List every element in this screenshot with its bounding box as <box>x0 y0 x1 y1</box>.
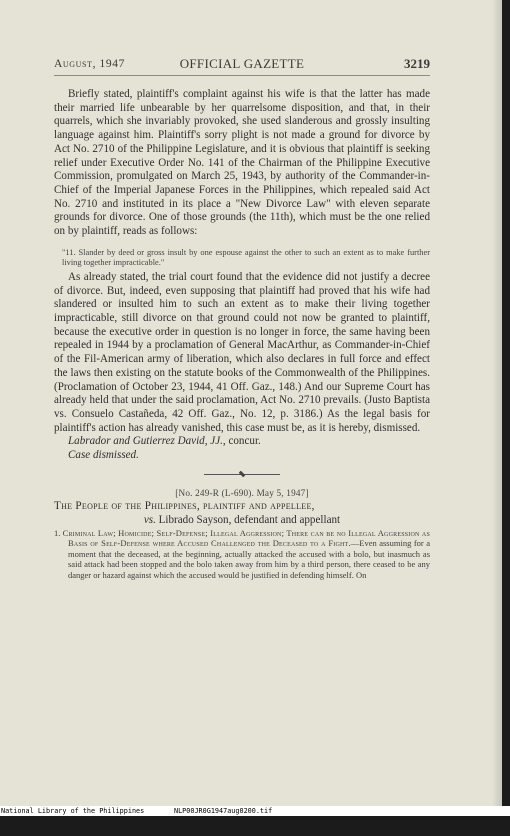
case-docket: [No. 249-R (L-690). May 5, 1947] <box>175 487 309 498</box>
paragraph-complaint: Briefly stated, plaintiff's complaint against his wife is that the latter has made their married life unbearable by her quarrelsome disposition, and that, in their quarrels, which she invariably provoked, she used slanderous and grossly insulting language against him. Plaintiff's sorry plight is not made a ground for divorce by Act No. 2710 of the Philippine Legislature, and it is obvious that plaintiff is seeking relief under Executive Order No. 141 of the Chairman of the Philippine Executive Commission, promulgated on March 25, 1943, by authority of the Commander-in-Chief of the Imperial Japanese Forces in the Philippines, which repealed said Act No. 2710 and instituted in its place a "New Divorce Law" with eleven separate grounds for divorce. One of those grounds (the 11th), which must be the one relied on by plaintiff, reads as follows: <box>54 88 430 238</box>
page-body <box>54 88 430 580</box>
syllabus-number: 1. <box>54 527 61 538</box>
defendant-name: Librado Sayson, <box>158 514 232 527</box>
syllabus-text: —Even assuming for a moment that the deceased, at the beginning, actually attacked the accused with a bolo, but inasmuch as said attack had been stopped and the bolo taken away from him by a third person, there ceased to be any danger or hazard against which the accused would be justified in defending himself. On <box>68 538 430 580</box>
case-caption-line1 <box>54 500 430 514</box>
plaintiff-caption: The People of the Philippines, plaintiff and appellee, <box>54 500 315 513</box>
footer-file-id: NLP00JR0G1947aug0200.tif <box>174 807 273 815</box>
header-page-number: 3219 <box>404 56 430 71</box>
section-divider <box>54 467 430 481</box>
disposition: Case dismissed. <box>68 449 139 462</box>
header-date: August, 1947 <box>54 58 125 70</box>
paragraph-ruling: As already stated, the trial court found that the evidence did not justify a decree of divorce. But, indeed, even supposing that plaintiff had proved that his wife had slandered or insulted him to such an extent as to make their living together impracticable, still divorce on that ground could not now be granted to plaintiff, because the executive order in question is no longer in force, the same having been repealed in 1944 by a proclamation of General MacArthur, as Commander-in-Chief of the Fil-American army of liberation, which also declares in full force and effect the laws then existing on the statute books of the Commonwealth of the Philippines. (Proclamation of October 23, 1944, 41 Off. Gaz., 148.) And our Supreme Court has already held that under the said proclamation, Act No. 2710 prevails. (Justo Baptista vs. Consuelo Castañeda, 42 Off. Gaz., No. 12, p. 3186.) As the legal basis for plaintiff's action has already vanished, this case must be, as it is hereby, dismissed. <box>54 270 430 434</box>
defendant-role: defendant and appellant <box>234 514 341 527</box>
concurrence-line <box>54 435 430 449</box>
syllabus-item-1 <box>54 528 430 581</box>
syllabus-headnote: Criminal Law; Homicide; Self-Defense; Illegal Aggression; There can be no Illegal Aggression as Basis of Self-Defense where Accused Challenged the Deceased to a Fight. <box>62 527 430 549</box>
case-caption-line2 <box>54 514 430 528</box>
header-publication: OFFICIAL GAZETTE <box>179 56 305 71</box>
running-header <box>54 55 430 75</box>
footer-library: National Library of the Philippines <box>1 807 145 815</box>
page-edge-shadow <box>492 0 502 806</box>
quoted-ground: "11. Slander by deed or gross insult by one espouse against the other to such an extent as to make further living together impracticable." <box>62 247 430 268</box>
divider-ornament <box>239 470 246 477</box>
concur-word: concur. <box>228 435 261 448</box>
versus: vs. <box>143 514 156 527</box>
scan-footer <box>0 806 510 816</box>
header-rule <box>54 75 430 76</box>
concurring-justices: Labrador and Gutierrez David, JJ., <box>68 435 226 448</box>
